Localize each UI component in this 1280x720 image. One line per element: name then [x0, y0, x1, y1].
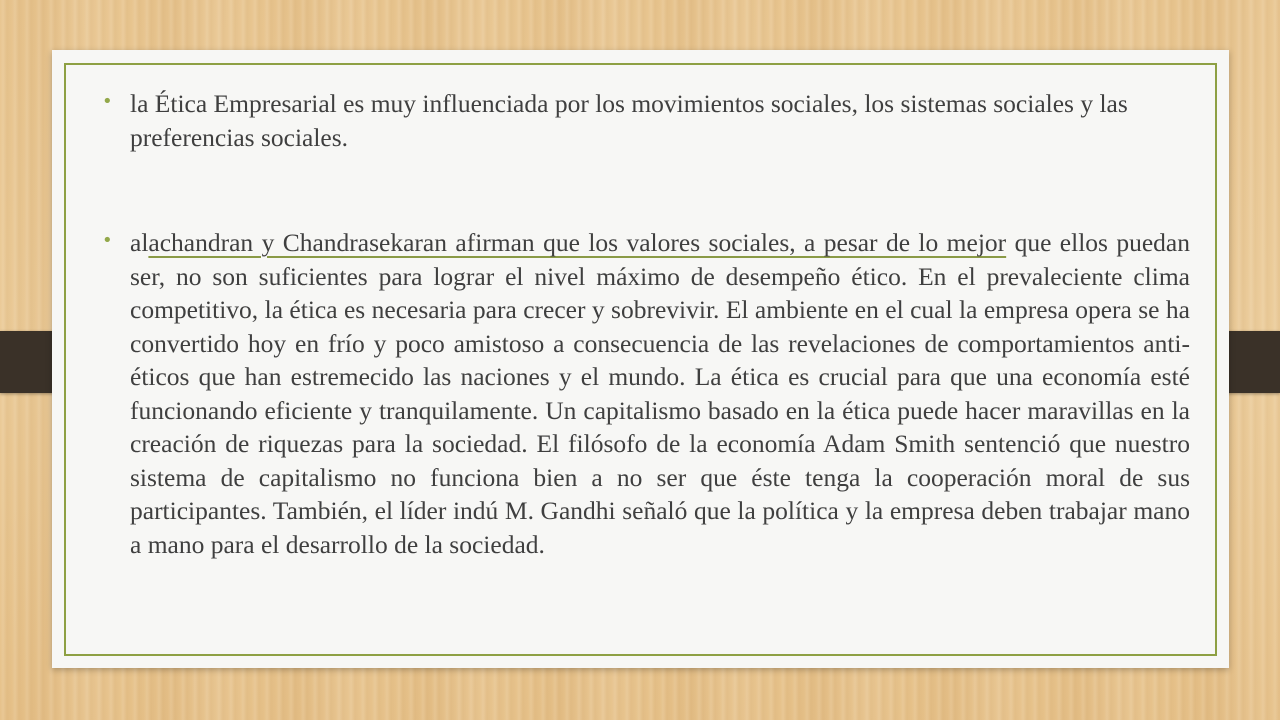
bullet-dot-icon: • — [102, 230, 113, 251]
bullet-text-prefix: al — [130, 228, 149, 257]
bullet-text-body: que ellos puedan ser, no son suficientes para lograr el nivel máximo de desempeño ético. En el prevaleciente clima competitivo, la ética es necesaria para crecer y sobrevivir. El ambiente en el cual la empresa opera se ha convertido hoy en frío y poco amistoso a consecuencia de las revelaciones de comportamientos anti-éticos que han estremecido las naciones y el mundo. La ética es crucial para que una economía esté funcionando eficiente y tranquilamente. Un capitalismo basado en la ética puede hacer maravillas en la creación de riquezas para la sociedad. El filósofo de la economía Adam Smith sentenció que nuestro sistema de capitalismo no funciona bien a no ser que éste tenga la cooperación moral de sus participantes. También, el líder indú M. Gandhi señaló que la política y la empresa deben trabajar mano a mano para el desarrollo de la sociedad. — [130, 228, 1190, 559]
bullet-text — [130, 228, 1190, 559]
bullet-text: la Ética Empresarial es muy influenciada por los movimientos sociales, los sistemas sociales y las preferencias sociales. — [130, 89, 1128, 152]
underlined-text: achandran y Chandrasekaran afirman que los valores sociales, a pesar de lo mejor — [148, 228, 1007, 257]
bullet-dot-icon: • — [102, 91, 113, 112]
content-card — [52, 50, 1229, 668]
bullet-item-1 — [102, 87, 1190, 154]
bullet-item-2 — [102, 226, 1190, 561]
